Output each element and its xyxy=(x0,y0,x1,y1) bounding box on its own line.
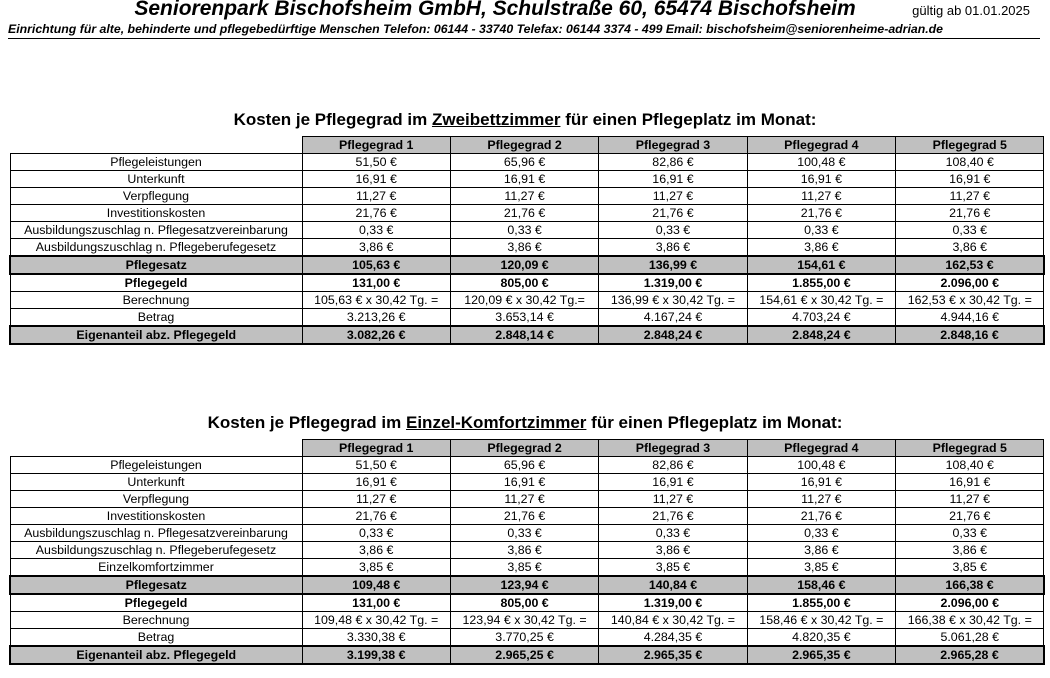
value-cell: 0,33 € xyxy=(302,222,450,239)
value-cell: 1.855,00 € xyxy=(747,274,895,292)
header-blank-cell xyxy=(10,137,302,154)
value-cell: 21,76 € xyxy=(599,508,747,525)
room-type: Zweibettzimmer xyxy=(431,110,561,129)
value-cell: 11,27 € xyxy=(302,188,450,205)
row-label: Pflegeleistungen xyxy=(10,457,302,474)
value-cell: 3,86 € xyxy=(599,239,747,257)
table-row xyxy=(10,205,1044,222)
section-title-comfort-room xyxy=(0,413,1050,433)
value-cell: 16,91 € xyxy=(302,171,450,188)
value-cell: 120,09 € xyxy=(450,256,598,274)
table-row xyxy=(10,309,1044,327)
value-cell: 21,76 € xyxy=(450,508,598,525)
row-label: Betrag xyxy=(10,309,302,327)
value-cell: 123,94 € xyxy=(450,576,598,594)
value-cell: 2.848,24 € xyxy=(747,326,895,344)
row-label: Pflegesatz xyxy=(10,576,302,594)
table-header-row xyxy=(10,137,1044,154)
table-row xyxy=(10,594,1044,612)
value-cell: 0,33 € xyxy=(302,525,450,542)
column-header: Pflegegrad 1 xyxy=(302,440,450,457)
value-cell: 21,76 € xyxy=(302,205,450,222)
value-cell: 108,40 € xyxy=(896,457,1044,474)
value-cell: 0,33 € xyxy=(599,525,747,542)
value-cell: 131,00 € xyxy=(302,594,450,612)
value-cell: 805,00 € xyxy=(450,274,598,292)
value-cell: 16,91 € xyxy=(450,171,598,188)
value-cell: 21,76 € xyxy=(302,508,450,525)
value-cell: 11,27 € xyxy=(599,491,747,508)
value-cell: 162,53 € x 30,42 Tg. = xyxy=(896,292,1044,309)
row-label: Verpflegung xyxy=(10,188,302,205)
value-cell: 2.848,16 € xyxy=(896,326,1044,344)
table-row xyxy=(10,525,1044,542)
value-cell: 2.965,28 € xyxy=(896,646,1044,664)
table-row xyxy=(10,491,1044,508)
value-cell: 0,33 € xyxy=(896,525,1044,542)
value-cell: 3,86 € xyxy=(450,542,598,559)
value-cell: 100,48 € xyxy=(747,154,895,171)
column-header: Pflegegrad 5 xyxy=(896,440,1044,457)
table-row xyxy=(10,188,1044,205)
value-cell: 4.944,16 € xyxy=(896,309,1044,327)
value-cell: 2.965,25 € xyxy=(450,646,598,664)
value-cell: 21,76 € xyxy=(599,205,747,222)
value-cell: 0,33 € xyxy=(747,222,895,239)
value-cell: 3,86 € xyxy=(747,542,895,559)
value-cell: 16,91 € xyxy=(599,474,747,491)
table-row xyxy=(10,612,1044,629)
value-cell: 21,76 € xyxy=(747,508,895,525)
row-label: Einzelkomfortzimmer xyxy=(10,559,302,577)
row-label: Berechnung xyxy=(10,292,302,309)
column-header: Pflegegrad 1 xyxy=(302,137,450,154)
value-cell: 16,91 € xyxy=(747,474,895,491)
value-cell: 2.848,24 € xyxy=(599,326,747,344)
header-divider xyxy=(8,38,1040,39)
title-suffix: für einen Pflegeplatz im Monat: xyxy=(591,413,843,432)
value-cell: 136,99 € xyxy=(599,256,747,274)
row-label: Berechnung xyxy=(10,612,302,629)
value-cell: 140,84 € x 30,42 Tg. = xyxy=(599,612,747,629)
value-cell: 16,91 € xyxy=(302,474,450,491)
value-cell: 4.167,24 € xyxy=(599,309,747,327)
value-cell: 154,61 € x 30,42 Tg. = xyxy=(747,292,895,309)
value-cell: 100,48 € xyxy=(747,457,895,474)
value-cell: 0,33 € xyxy=(896,222,1044,239)
value-cell: 16,91 € xyxy=(599,171,747,188)
column-header: Pflegegrad 5 xyxy=(896,137,1044,154)
value-cell: 3.213,26 € xyxy=(302,309,450,327)
value-cell: 16,91 € xyxy=(896,171,1044,188)
table-row xyxy=(10,474,1044,491)
section-title-double-room xyxy=(0,110,1050,130)
value-cell: 51,50 € xyxy=(302,154,450,171)
column-header: Pflegegrad 4 xyxy=(747,440,895,457)
value-cell: 162,53 € xyxy=(896,256,1044,274)
value-cell: 154,61 € xyxy=(747,256,895,274)
table-row xyxy=(10,256,1044,274)
value-cell: 166,38 € x 30,42 Tg. = xyxy=(896,612,1044,629)
row-label: Ausbildungszuschlag n. Pflegesatzvereinbarung xyxy=(10,222,302,239)
table-row xyxy=(10,542,1044,559)
table-row xyxy=(10,222,1044,239)
value-cell: 2.096,00 € xyxy=(896,274,1044,292)
table-row xyxy=(10,646,1044,664)
row-label: Ausbildungszuschlag n. Pflegeberufegesetz xyxy=(10,239,302,257)
contact-line: Einrichtung für alte, behinderte und pflegebedürftige Menschen Telefon: 06144 - 33740 Telefax: 06144 3374 - 499 Email: bischofsheim@seniorenheime-adrian.de xyxy=(8,22,943,36)
value-cell: 16,91 € xyxy=(450,474,598,491)
table-row xyxy=(10,576,1044,594)
title-suffix: für einen Pflegeplatz im Monat: xyxy=(565,110,817,129)
facility-title: Seniorenpark Bischofsheim GmbH, Schulstraße 60, 65474 Bischofsheim xyxy=(134,0,856,20)
value-cell: 2.848,14 € xyxy=(450,326,598,344)
value-cell: 11,27 € xyxy=(450,491,598,508)
value-cell: 3.330,38 € xyxy=(302,629,450,647)
value-cell: 3,85 € xyxy=(302,559,450,577)
value-cell: 11,27 € xyxy=(747,491,895,508)
value-cell: 805,00 € xyxy=(450,594,598,612)
value-cell: 1.319,00 € xyxy=(599,594,747,612)
table-row xyxy=(10,457,1044,474)
row-label: Investitionskosten xyxy=(10,205,302,222)
table-row xyxy=(10,629,1044,647)
value-cell: 123,94 € x 30,42 Tg. = xyxy=(450,612,598,629)
value-cell: 65,96 € xyxy=(450,154,598,171)
value-cell: 105,63 € xyxy=(302,256,450,274)
row-label: Unterkunft xyxy=(10,171,302,188)
row-label: Betrag xyxy=(10,629,302,647)
row-label: Pflegegeld xyxy=(10,594,302,612)
value-cell: 2.965,35 € xyxy=(599,646,747,664)
value-cell: 105,63 € x 30,42 Tg. = xyxy=(302,292,450,309)
value-cell: 11,27 € xyxy=(747,188,895,205)
value-cell: 120,09 € x 30,42 Tg.= xyxy=(450,292,598,309)
table-row xyxy=(10,292,1044,309)
value-cell: 3,86 € xyxy=(599,542,747,559)
value-cell: 3,85 € xyxy=(450,559,598,577)
value-cell: 136,99 € x 30,42 Tg. = xyxy=(599,292,747,309)
row-label: Eigenanteil abz. Pflegegeld xyxy=(10,646,302,664)
value-cell: 0,33 € xyxy=(450,525,598,542)
table-row xyxy=(10,171,1044,188)
value-cell: 166,38 € xyxy=(896,576,1044,594)
value-cell: 3,86 € xyxy=(896,542,1044,559)
table-row xyxy=(10,508,1044,525)
value-cell: 3,86 € xyxy=(896,239,1044,257)
column-header: Pflegegrad 3 xyxy=(599,440,747,457)
value-cell: 109,48 € xyxy=(302,576,450,594)
table-row xyxy=(10,239,1044,257)
value-cell: 11,27 € xyxy=(896,188,1044,205)
value-cell: 2.965,35 € xyxy=(747,646,895,664)
table-row xyxy=(10,326,1044,344)
table-row xyxy=(10,154,1044,171)
value-cell: 11,27 € xyxy=(599,188,747,205)
value-cell: 4.284,35 € xyxy=(599,629,747,647)
value-cell: 3,86 € xyxy=(302,239,450,257)
value-cell: 1.319,00 € xyxy=(599,274,747,292)
row-label: Ausbildungszuschlag n. Pflegeberufegesetz xyxy=(10,542,302,559)
value-cell: 3,85 € xyxy=(747,559,895,577)
value-cell: 3,85 € xyxy=(599,559,747,577)
row-label: Pflegesatz xyxy=(10,256,302,274)
title-prefix: Kosten je Pflegegrad im xyxy=(207,413,402,432)
value-cell: 0,33 € xyxy=(450,222,598,239)
table-row xyxy=(10,274,1044,292)
value-cell: 158,46 € x 30,42 Tg. = xyxy=(747,612,895,629)
value-cell: 16,91 € xyxy=(747,171,895,188)
value-cell: 3,86 € xyxy=(747,239,895,257)
value-cell: 21,76 € xyxy=(896,205,1044,222)
value-cell: 11,27 € xyxy=(302,491,450,508)
column-header: Pflegegrad 4 xyxy=(747,137,895,154)
value-cell: 0,33 € xyxy=(599,222,747,239)
value-cell: 65,96 € xyxy=(450,457,598,474)
value-cell: 4.820,35 € xyxy=(747,629,895,647)
value-cell: 108,40 € xyxy=(896,154,1044,171)
value-cell: 0,33 € xyxy=(747,525,895,542)
value-cell: 3.082,26 € xyxy=(302,326,450,344)
column-header: Pflegegrad 2 xyxy=(450,440,598,457)
value-cell: 11,27 € xyxy=(450,188,598,205)
value-cell: 3,86 € xyxy=(450,239,598,257)
row-label: Ausbildungszuschlag n. Pflegesatzvereinbarung xyxy=(10,525,302,542)
room-type: Einzel-Komfortzimmer xyxy=(406,413,587,432)
value-cell: 3.770,25 € xyxy=(450,629,598,647)
column-header: Pflegegrad 3 xyxy=(599,137,747,154)
value-cell: 16,91 € xyxy=(896,474,1044,491)
cost-table-comfort-room xyxy=(9,439,1045,665)
row-label: Pflegeleistungen xyxy=(10,154,302,171)
value-cell: 1.855,00 € xyxy=(747,594,895,612)
value-cell: 158,46 € xyxy=(747,576,895,594)
value-cell: 3,85 € xyxy=(896,559,1044,577)
value-cell: 21,76 € xyxy=(747,205,895,222)
table-row xyxy=(10,559,1044,577)
value-cell: 131,00 € xyxy=(302,274,450,292)
header-blank-cell xyxy=(10,440,302,457)
value-cell: 82,86 € xyxy=(599,457,747,474)
value-cell: 82,86 € xyxy=(599,154,747,171)
cost-table-double-room xyxy=(9,136,1045,345)
row-label: Eigenanteil abz. Pflegegeld xyxy=(10,326,302,344)
value-cell: 21,76 € xyxy=(896,508,1044,525)
title-prefix: Kosten je Pflegegrad im xyxy=(233,110,428,129)
value-cell: 11,27 € xyxy=(896,491,1044,508)
row-label: Investitionskosten xyxy=(10,508,302,525)
value-cell: 51,50 € xyxy=(302,457,450,474)
value-cell: 109,48 € x 30,42 Tg. = xyxy=(302,612,450,629)
column-header: Pflegegrad 2 xyxy=(450,137,598,154)
value-cell: 5.061,28 € xyxy=(896,629,1044,647)
value-cell: 21,76 € xyxy=(450,205,598,222)
row-label: Pflegegeld xyxy=(10,274,302,292)
value-cell: 3.653,14 € xyxy=(450,309,598,327)
value-cell: 3.199,38 € xyxy=(302,646,450,664)
row-label: Unterkunft xyxy=(10,474,302,491)
value-cell: 4.703,24 € xyxy=(747,309,895,327)
value-cell: 3,86 € xyxy=(302,542,450,559)
valid-from-date: gültig ab 01.01.2025 xyxy=(912,3,1030,18)
table-header-row xyxy=(10,440,1044,457)
value-cell: 140,84 € xyxy=(599,576,747,594)
row-label: Verpflegung xyxy=(10,491,302,508)
value-cell: 2.096,00 € xyxy=(896,594,1044,612)
